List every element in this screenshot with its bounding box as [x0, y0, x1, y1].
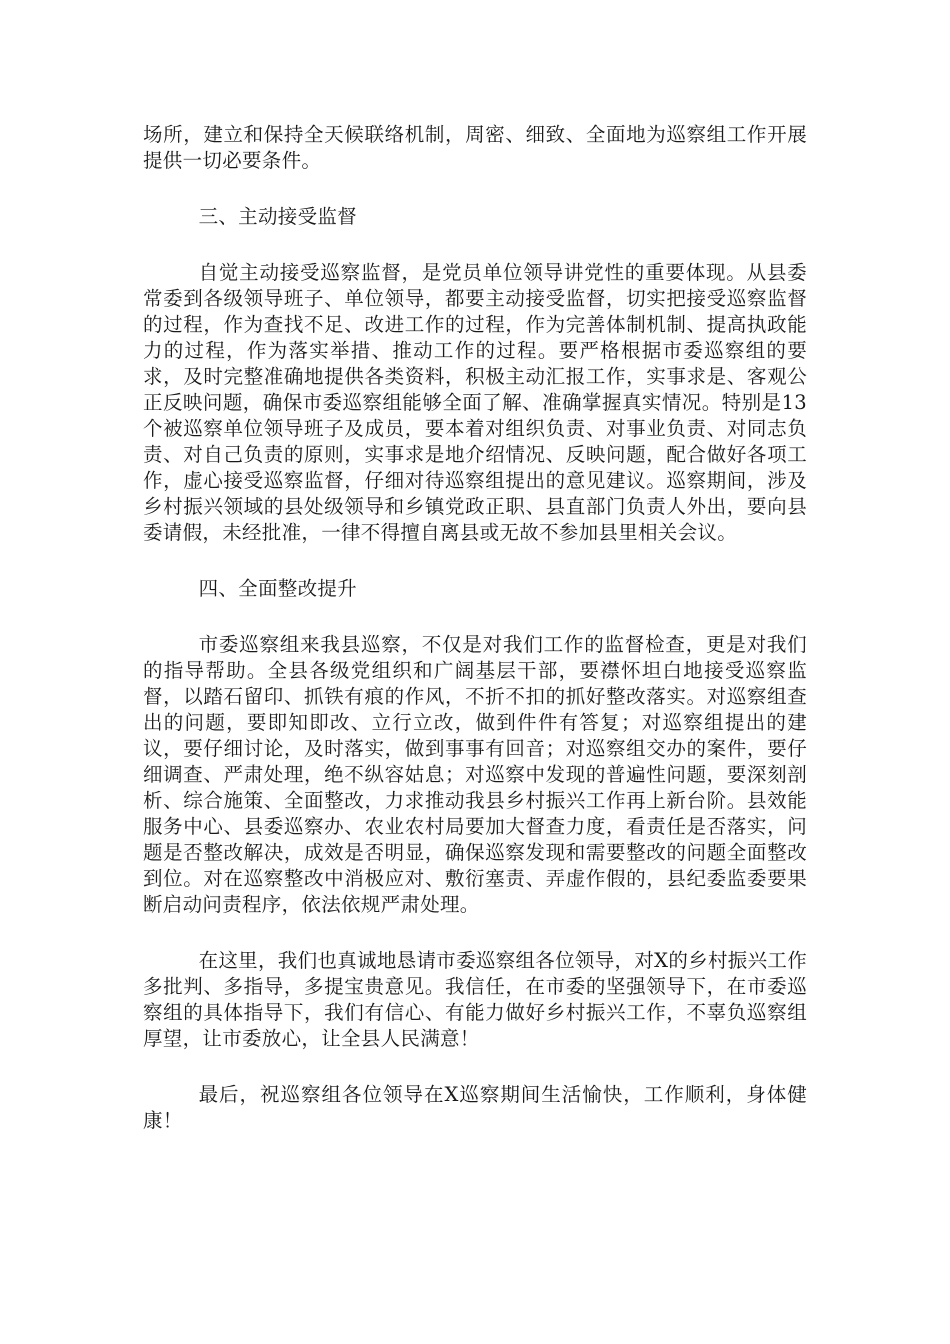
- paragraph-accept-supervision: 自觉主动接受巡察监督，是党员单位领导讲党性的重要体现。从县委常委到各级领导班子、单位领导，都要主动接受监督，切实把接受巡察监督的过程，作为查找不足、改进工作的过程，作为完善体制机制、提高执政能力的过程，作为落实举措、推动工作的过程。要严格根据市委巡察组的要求，及时完整准确地提供各类资料，积极主动汇报工作，实事求是、客观公正反映问题，确保市委巡察组能够全面了解、准确掌握真实情况。特别是13个被巡察单位领导班子及成员，要本着对组织负责、对事业负责、对同志负责、对自己负责的原则，实事求是地介绍情况、反映问题，配合做好各项工作，虚心接受巡察监督，仔细对待巡察组提出的意见建议。巡察期间，涉及乡村振兴领域的县处级领导和乡镇党政正职、县直部门负责人外出，要向县委请假，未经批准，一律不得擅自离县或无故不参加县里相关会议。: [143, 261, 807, 544]
- section-heading-three: 三、主动接受监督: [198, 205, 357, 228]
- paragraph-rectification: 市委巡察组来我县巡察，不仅是对我们工作的监督检查，更是对我们的指导帮助。全县各级党组织和广阔基层干部，要襟怀坦白地接受巡察监督，以踏石留印、抓铁有痕的作风，不折不扣的抓好整改落实。对巡察组查出的问题，要即知即改、立行立改，做到件件有答复；对巡察组提出的建议，要仔细讨论，及时落实，做到事事有回音；对巡察组交办的案件，要仔细调查、严肃处理，绝不纵容姑息；对巡察中发现的普遍性问题，要深刻剖析、综合施策、全面整改，力求推动我县乡村振兴工作再上新台阶。县效能服务中心、县委巡察办、农业农村局要加大督查力度，看责任是否落实，问题是否整改解决，成效是否明显，确保巡察发现和需要整改的问题全面整改到位。对在巡察整改中消极应对、敷衍塞责、弄虚作假的，县纪委监委要果断启动问责程序，依法依规严肃处理。: [143, 633, 807, 916]
- document-body: [143, 122, 807, 1164]
- paragraph-continuation: 场所，建立和保持全天候联络机制，周密、细致、全面地为巡察组工作开展提供一切必要条件。: [143, 123, 807, 172]
- paragraph-closing: 最后，祝巡察组各位领导在X巡察期间生活愉快，工作顺利，身体健康！: [143, 1083, 807, 1132]
- section-heading-four: 四、全面整改提升: [198, 577, 357, 600]
- paragraph-appeal: 在这里，我们也真诚地恳请市委巡察组各位领导，对X的乡村振兴工作多批判、多指导，多提宝贵意见。我信任，在市委的坚强领导下，在市委巡察组的具体指导下，我们有信心、有能力做好乡村振兴工作，不辜负巡察组厚望，让市委放心，让全县人民满意！: [143, 949, 807, 1050]
